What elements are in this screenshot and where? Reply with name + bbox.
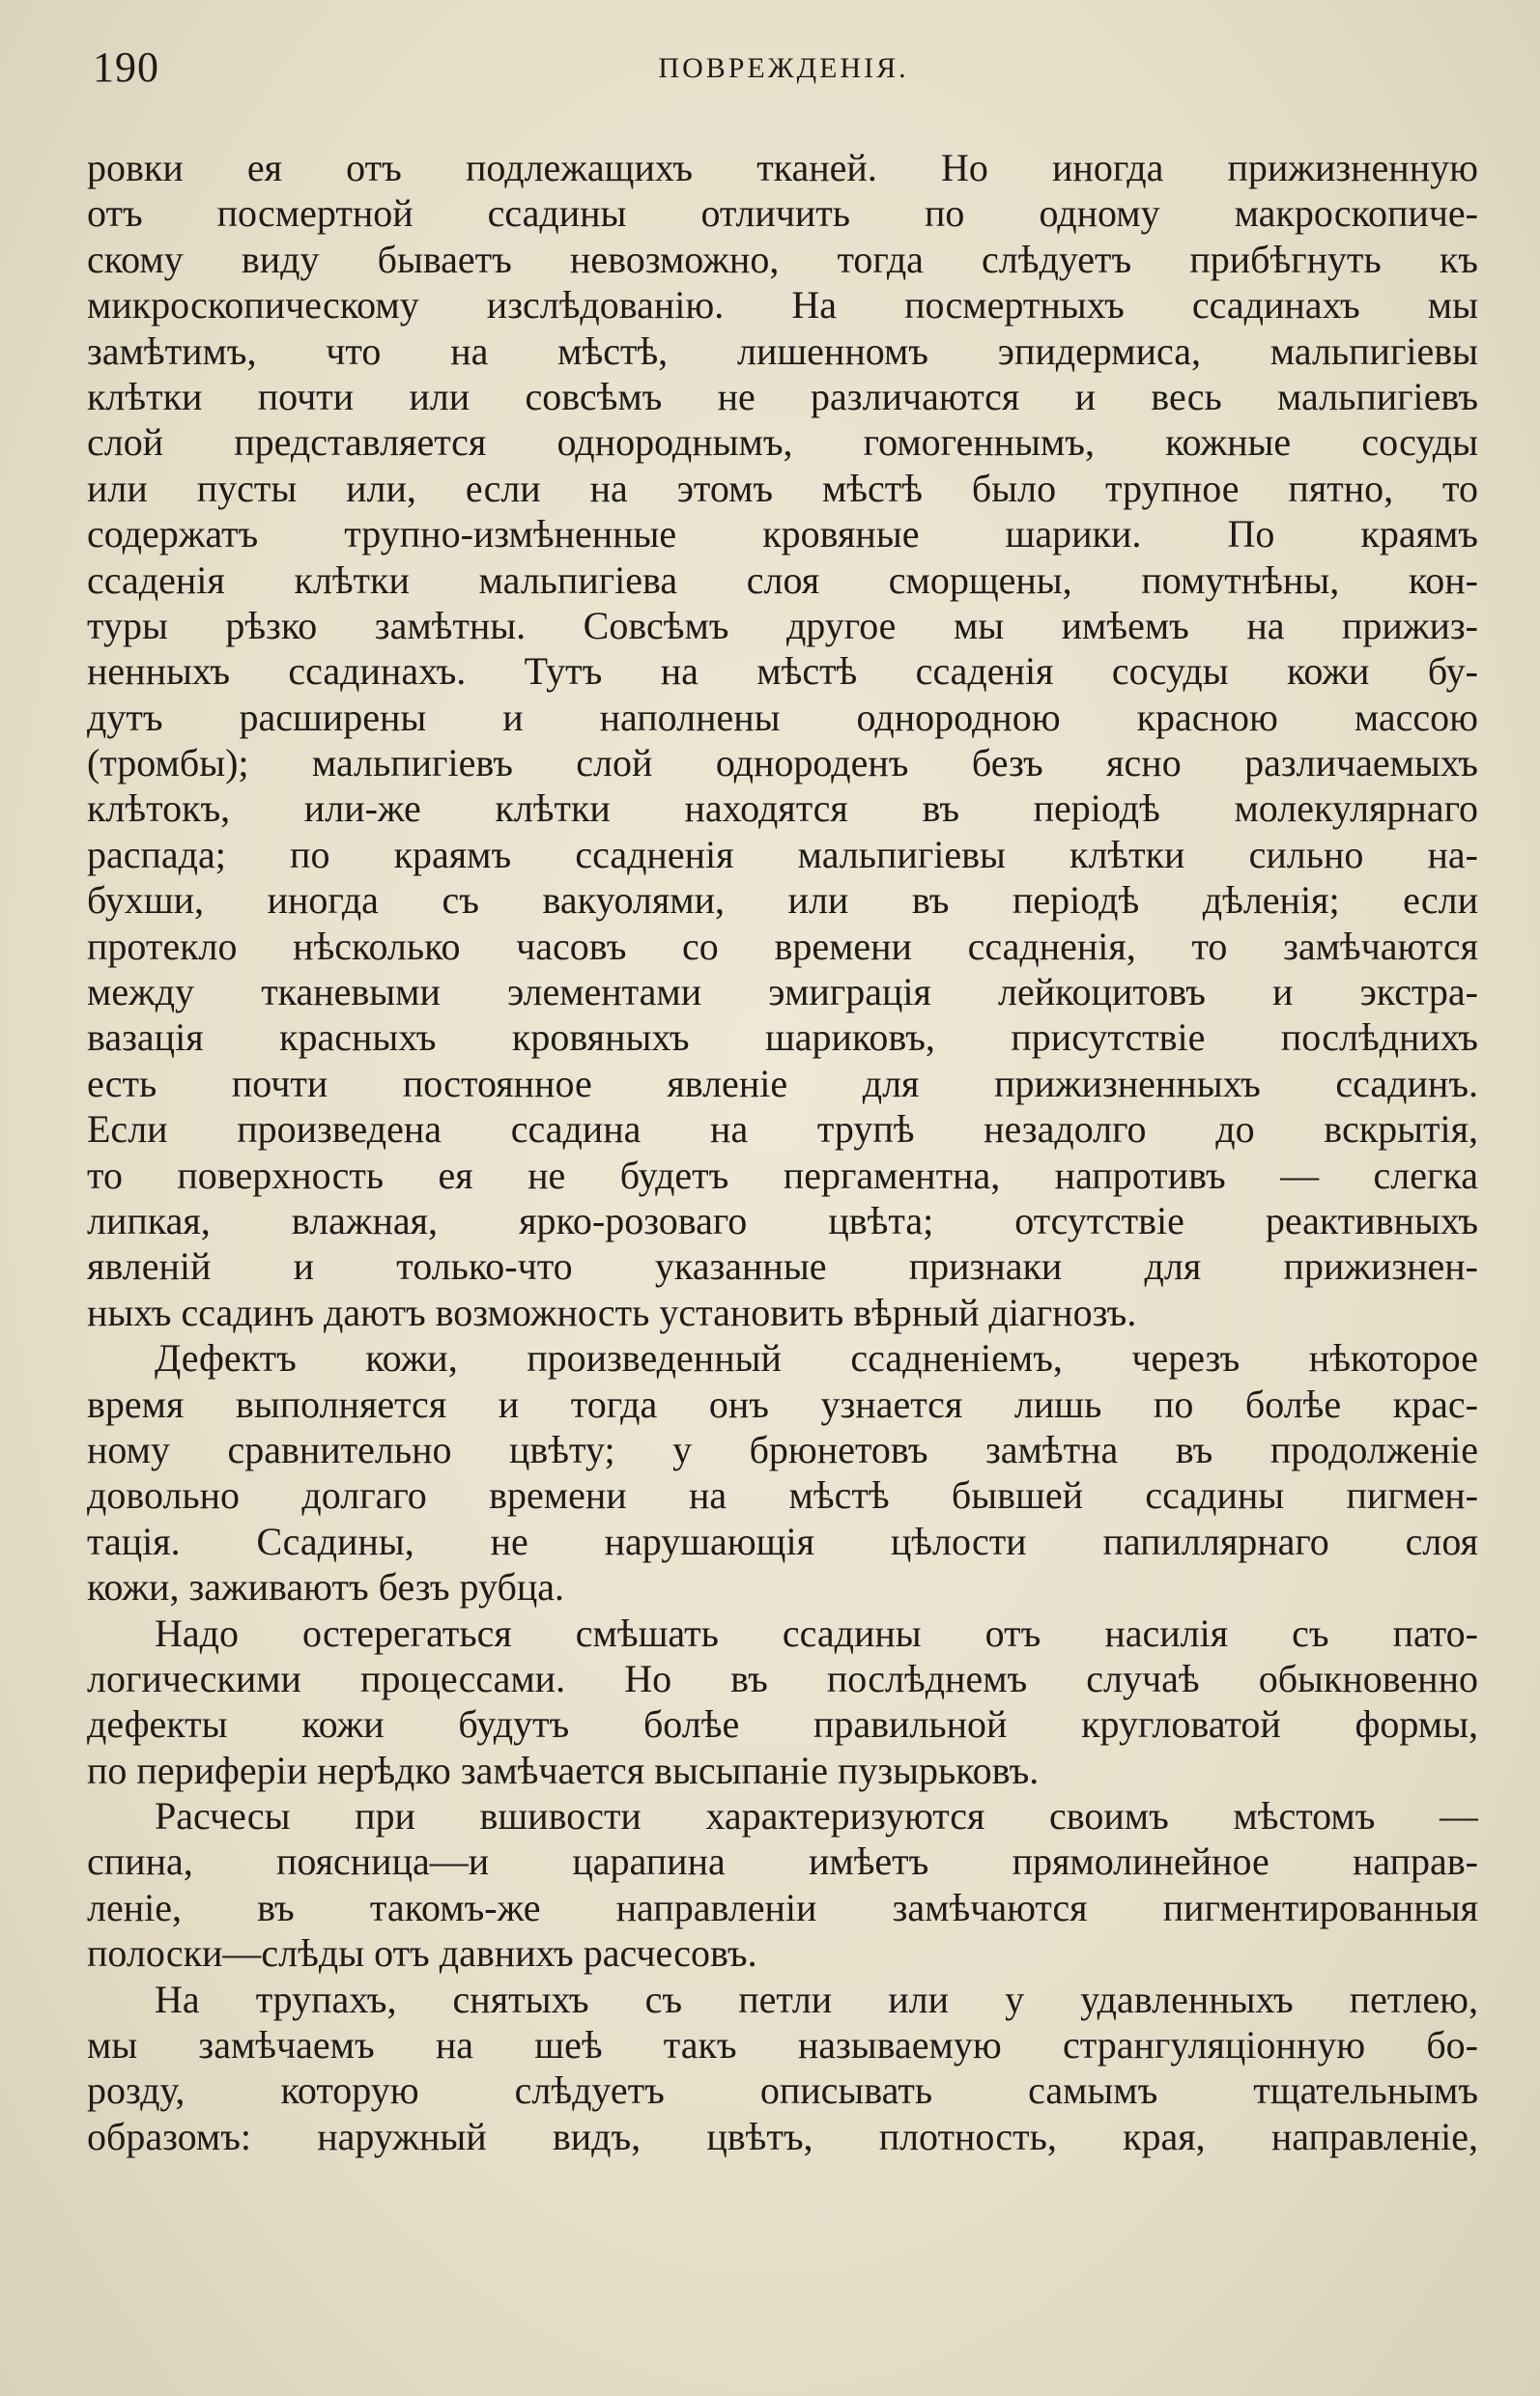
- running-head: ПОВРЕЖДЕНІЯ.: [658, 52, 909, 84]
- text-line: ныхъ ссадинъ даютъ возможность установить вѣрный діагнозъ.: [87, 1290, 1137, 1334]
- text-line: образомъ: наружный видъ, цвѣтъ, плотность, края, направленіе,: [87, 2114, 1478, 2158]
- text-line: розду, которую слѣдуетъ описывать самымъ тщательнымъ: [87, 2068, 1478, 2113]
- text-line: тація. Ссадины, не нарушающія цѣлости папиллярнаго слоя: [87, 1519, 1478, 1563]
- text-line: слой представляется однороднымъ, гомогеннымъ, кожные сосуды: [87, 420, 1478, 465]
- text-line: протекло нѣсколько часовъ со времени ссадненія, то замѣчаются: [87, 924, 1478, 968]
- text-line: полоски—слѣды отъ давнихъ расчесовъ.: [87, 1931, 757, 1976]
- text-line: Надо остерегаться смѣшать ссадины отъ насилія съ пато-: [155, 1611, 1478, 1655]
- text-line: есть почти постоянное явленіе для прижизненныхъ ссадинъ.: [87, 1061, 1478, 1105]
- text-line: туры рѣзко замѣтны. Совсѣмъ другое мы имѣемъ на прижиз-: [87, 603, 1478, 647]
- text-line: Если произведена ссадина на трупѣ незадолго до вскрытія,: [87, 1107, 1478, 1152]
- text-line: дефекты кожи будутъ болѣе правильной кругловатой формы,: [87, 1702, 1478, 1747]
- text-line: микроскопическому изслѣдованію. На посмертныхъ ссадинахъ мы: [87, 283, 1478, 328]
- text-line: содержатъ трупно-измѣненные кровяные шарики. По краямъ: [87, 512, 1478, 556]
- text-line: логическими процессами. Но въ послѣднемъ случаѣ обыкновенно: [87, 1656, 1478, 1700]
- text-line: вазація красныхъ кровяныхъ шариковъ, присутствіе послѣднихъ: [87, 1015, 1478, 1060]
- text-line: клѣтокъ, или-же клѣтки находятся въ періодѣ молекулярнаго: [87, 786, 1478, 831]
- text-line: скому виду бываетъ невозможно, тогда слѣдуетъ прибѣгнуть къ: [87, 237, 1478, 281]
- text-line: отъ посмертной ссадины отличить по одному макроскопиче-: [87, 191, 1478, 236]
- text-line: ненныхъ ссадинахъ. Тутъ на мѣстѣ ссаденія сосуды кожи бу-: [87, 649, 1478, 694]
- body-text: [87, 145, 1478, 2159]
- page-number: 190: [93, 43, 159, 91]
- text-line: кожи, заживаютъ безъ рубца.: [87, 1565, 565, 1610]
- text-line: спина, поясница—и царапина имѣетъ прямолинейное направ-: [87, 1840, 1478, 1884]
- text-line: ному сравнительно цвѣту; у брюнетовъ замѣтна въ продолженіе: [87, 1427, 1478, 1471]
- text-line: между тканевыми элементами эмиграція лейкоцитовъ и экстра-: [87, 970, 1478, 1014]
- text-line: ссаденія клѣтки мальпигіева слоя сморщены, помутнѣны, кон-: [87, 557, 1478, 602]
- text-line: Расчесы при вшивости характеризуются своимъ мѣстомъ —: [155, 1794, 1478, 1839]
- text-line: мы замѣчаемъ на шеѣ такъ называемую странгуляціонную бо-: [87, 2023, 1478, 2068]
- text-line: На трупахъ, снятыхъ съ петли или у удавленныхъ петлею,: [155, 1977, 1478, 2021]
- text-line: дутъ расширены и наполнены однородною красною массою: [87, 695, 1478, 739]
- text-line: замѣтимъ, что на мѣстѣ, лишенномъ эпидермиса, мальпигіевы: [87, 328, 1478, 373]
- text-line: Дефектъ кожи, произведенный ссадненіемъ, черезъ нѣкоторое: [155, 1336, 1478, 1381]
- text-line: время выполняется и тогда онъ узнается лишь по болѣе крас-: [87, 1382, 1478, 1426]
- text-line: или пусты или, если на этомъ мѣстѣ было трупное пятно, то: [87, 466, 1478, 510]
- text-line: бухши, иногда съ вакуолями, или въ періодѣ дѣленія; если: [87, 878, 1478, 923]
- text-line: явленій и только-что указанные признаки для прижизнен-: [87, 1244, 1478, 1289]
- text-line: по периферіи нерѣдко замѣчается высыпаніе пузырьковъ.: [87, 1748, 1040, 1792]
- text-line: (тромбы); мальпигіевъ слой однороденъ безъ ясно различаемыхъ: [87, 741, 1478, 785]
- text-line: распада; по краямъ ссадненія мальпигіевы клѣтки сильно на-: [87, 832, 1478, 876]
- text-line: то поверхность ея не будетъ пергаментна, напротивъ — слегка: [87, 1153, 1478, 1197]
- text-line: липкая, влажная, ярко-розоваго цвѣта; отсутствіе реактивныхъ: [87, 1198, 1478, 1242]
- text-line: довольно долгаго времени на мѣстѣ бывшей ссадины пигмен-: [87, 1473, 1478, 1518]
- text-line: леніе, въ такомъ-же направленіи замѣчаются пигментированныя: [87, 1885, 1478, 1929]
- text-line: клѣтки почти или совсѣмъ не различаются и весь мальпигіевъ: [87, 374, 1478, 418]
- text-line: ровки ея отъ подлежащихъ тканей. Но иногда прижизненную: [87, 146, 1478, 189]
- page-header: [93, 43, 1474, 100]
